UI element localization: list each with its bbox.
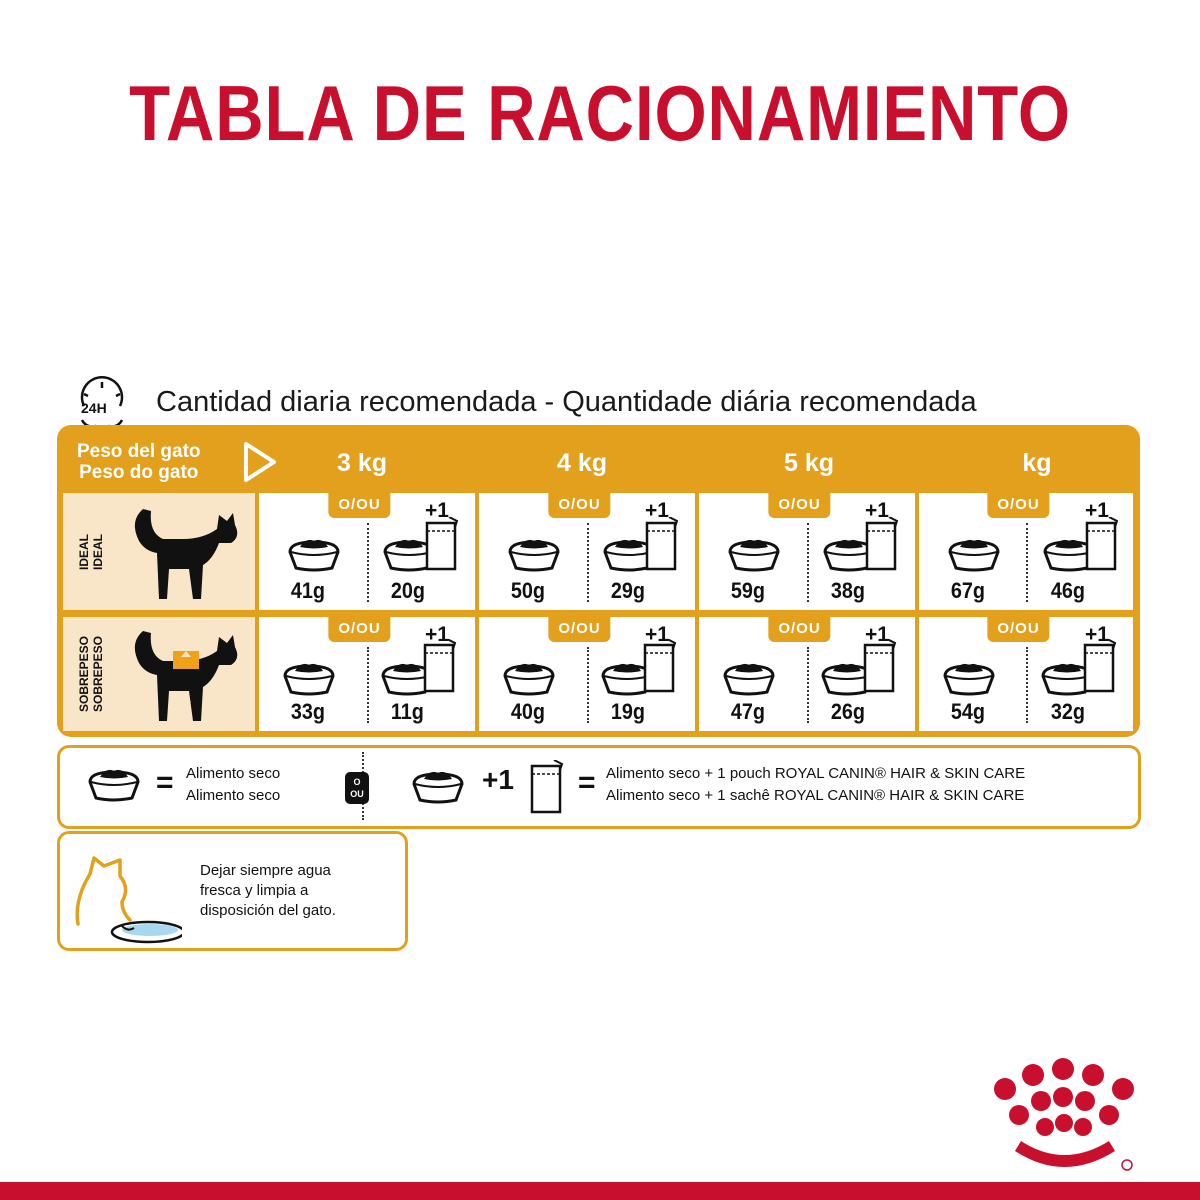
plus-one-label: +1 bbox=[1085, 499, 1109, 522]
pouch-icon bbox=[645, 517, 679, 573]
cat-weight-label bbox=[77, 441, 201, 483]
dry-amount: 50g bbox=[510, 578, 546, 603]
dry-bowl-icon bbox=[284, 538, 344, 574]
or-badge-bottom: OU bbox=[350, 789, 364, 799]
cat-ideal-icon bbox=[123, 499, 243, 605]
mixed-amount: 19g bbox=[610, 699, 646, 724]
or-badge bbox=[345, 772, 369, 804]
or-tab: O/OU bbox=[548, 617, 610, 642]
cell-overweight-3kg bbox=[259, 617, 475, 731]
row-label-ideal-es: IDEAL bbox=[77, 533, 91, 570]
pouch-icon bbox=[423, 639, 457, 695]
cell-ideal-4kg bbox=[479, 493, 695, 610]
dry-bowl-icon bbox=[939, 662, 999, 698]
legend-box bbox=[57, 745, 1141, 829]
weight-header-3: 5 kg bbox=[783, 449, 835, 477]
dry-amount: 41g bbox=[290, 578, 326, 603]
dry-amount: 40g bbox=[510, 699, 546, 724]
mixed-amount: 32g bbox=[1050, 699, 1086, 724]
equals-sign: = bbox=[578, 766, 596, 799]
daily-amount-text: Cantidad diaria recomendada - Quantidade diária recomendada bbox=[156, 385, 977, 418]
cat-drinking-icon bbox=[64, 840, 182, 944]
dry-bowl-icon bbox=[84, 768, 144, 804]
dry-amount: 54g bbox=[950, 699, 986, 724]
cell-overweight-6kg bbox=[919, 617, 1133, 731]
dry-amount: 67g bbox=[950, 578, 986, 603]
weight-header-2: 4 kg bbox=[556, 449, 608, 477]
mixed-amount: 46g bbox=[1050, 578, 1086, 603]
row-label-ideal-pt: IDEAL bbox=[91, 533, 105, 570]
or-tab: O/OU bbox=[768, 493, 830, 518]
legend-mixed-pt: Alimento seco + 1 sachê ROYAL CANIN® HAIR & SKIN CARE bbox=[606, 787, 1025, 804]
pouch-icon bbox=[863, 639, 897, 695]
cat-weight-label-pt: Peso do gato bbox=[79, 462, 199, 483]
royal-canin-crown-logo bbox=[985, 1057, 1145, 1177]
water-line-2: fresca y limpia a bbox=[200, 882, 309, 899]
plus-one-label: +1 bbox=[865, 623, 889, 646]
legend-dry-text bbox=[186, 763, 280, 807]
plus-one-label: +1 bbox=[865, 499, 889, 522]
water-line-1: Dejar siempre agua bbox=[200, 862, 331, 879]
or-tab: O/OU bbox=[328, 617, 390, 642]
dry-bowl-icon bbox=[408, 770, 468, 806]
pouch-icon bbox=[425, 517, 459, 573]
plus-one-label: +1 bbox=[425, 623, 449, 646]
dry-amount: 47g bbox=[730, 699, 766, 724]
weight-header-4: kg bbox=[1022, 449, 1052, 477]
or-badge-top: O bbox=[353, 777, 361, 787]
mixed-amount: 29g bbox=[610, 578, 646, 603]
clock-24h-icon bbox=[76, 376, 128, 428]
legend-mixed-es: Alimento seco + 1 pouch ROYAL CANIN® HAIR & SKIN CARE bbox=[606, 765, 1026, 782]
pouch-icon bbox=[865, 517, 899, 573]
or-tab: O/OU bbox=[548, 493, 610, 518]
dry-bowl-icon bbox=[504, 538, 564, 574]
cell-ideal-5kg bbox=[699, 493, 915, 610]
pouch-icon bbox=[1085, 517, 1119, 573]
or-tab: O/OU bbox=[328, 493, 390, 518]
cell-overweight-4kg bbox=[479, 617, 695, 731]
or-tab: O/OU bbox=[987, 617, 1049, 642]
or-tab: O/OU bbox=[987, 493, 1049, 518]
plus-one-label: +1 bbox=[645, 499, 669, 522]
cat-weight-label-es: Peso del gato bbox=[77, 441, 201, 462]
mixed-amount: 20g bbox=[390, 578, 426, 603]
cell-overweight-5kg bbox=[699, 617, 915, 731]
clock-label: 24H bbox=[81, 400, 107, 416]
pouch-icon bbox=[1083, 639, 1117, 695]
dry-amount: 33g bbox=[290, 699, 326, 724]
or-tab: O/OU bbox=[768, 617, 830, 642]
row-label-overweight-pt: SOBREPESO bbox=[91, 635, 105, 713]
dry-bowl-icon bbox=[499, 662, 559, 698]
bottom-brand-bar bbox=[0, 1182, 1200, 1200]
mixed-amount: 38g bbox=[830, 578, 866, 603]
equals-sign: = bbox=[156, 766, 174, 799]
cell-ideal-6kg bbox=[919, 493, 1133, 610]
row-label-overweight bbox=[63, 617, 255, 731]
legend-dry-pt: Alimento seco bbox=[186, 787, 281, 804]
dry-bowl-icon bbox=[719, 662, 779, 698]
page-title: TABLA DE RACIONAMIENTO bbox=[129, 69, 1071, 157]
water-line-3: disposición del gato. bbox=[200, 902, 336, 919]
plus-one-label: +1 bbox=[482, 764, 514, 795]
mixed-amount: 26g bbox=[830, 699, 866, 724]
play-arrow-icon bbox=[240, 439, 280, 485]
legend-dry-es: Alimento seco bbox=[186, 765, 281, 782]
pouch-icon bbox=[643, 639, 677, 695]
dry-amount: 59g bbox=[730, 578, 766, 603]
dry-bowl-icon bbox=[279, 662, 339, 698]
plus-one-label: +1 bbox=[425, 499, 449, 522]
plus-one-label: +1 bbox=[645, 623, 669, 646]
cat-overweight-icon bbox=[123, 621, 243, 727]
legend-mixed-text bbox=[606, 763, 1025, 807]
plus-one-label: +1 bbox=[1085, 623, 1109, 646]
water-advice-text bbox=[200, 861, 336, 921]
daily-amount-heading bbox=[76, 372, 977, 432]
water-advice-box bbox=[57, 831, 408, 951]
weight-header-1: 3 kg bbox=[336, 449, 388, 477]
row-label-overweight-es: SOBREPESO bbox=[77, 635, 91, 713]
dry-bowl-icon bbox=[944, 538, 1004, 574]
mixed-amount: 11g bbox=[390, 699, 424, 724]
row-label-ideal bbox=[63, 493, 255, 610]
pouch-icon bbox=[530, 760, 564, 816]
feeding-table bbox=[57, 425, 1140, 737]
cell-ideal-3kg bbox=[259, 493, 475, 610]
dry-bowl-icon bbox=[724, 538, 784, 574]
